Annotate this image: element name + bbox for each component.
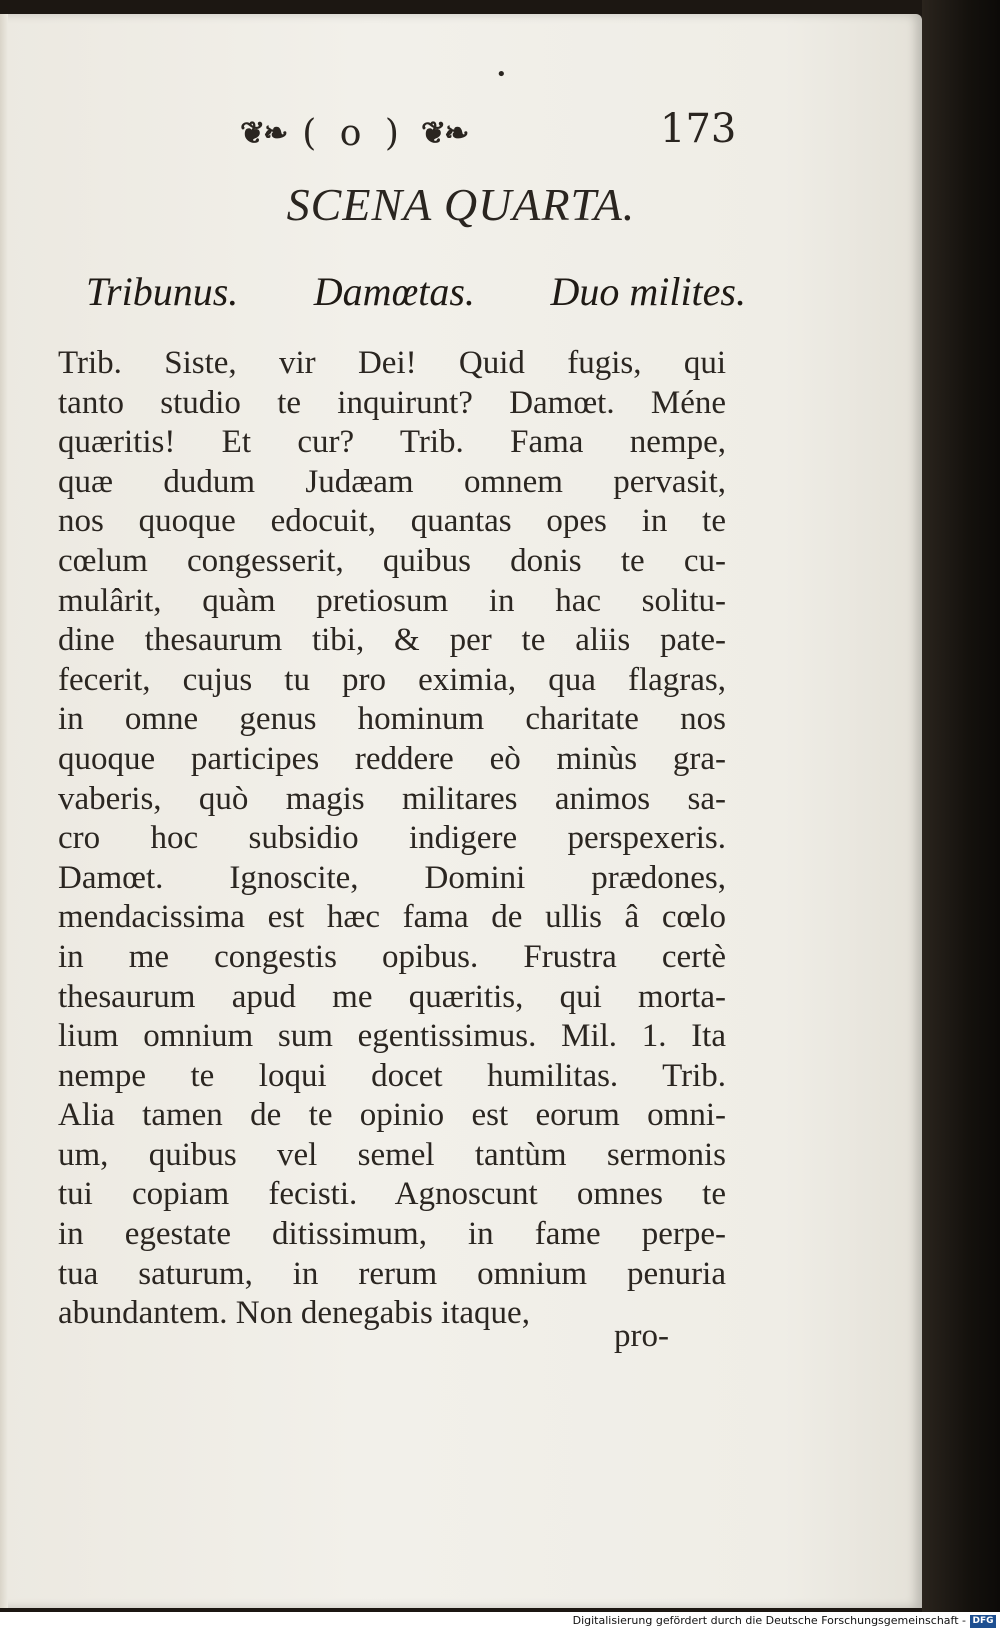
text-line: vaberis, quò magis militares animos sa- (58, 780, 726, 817)
text-line: nempe te loqui docet humilitas. Trib. (58, 1057, 726, 1094)
text-line: tua saturum, in rerum omnium penuria (58, 1255, 726, 1292)
dfg-logo-icon: DFG (970, 1615, 996, 1628)
text-line: quoque participes reddere eò minùs gra- (58, 740, 726, 777)
cast-tribunus: Tribunus. (86, 269, 239, 314)
text-line: cro hoc subsidio indigere perspexeris. (58, 820, 726, 857)
scene-title: SCENA QUARTA. (286, 179, 636, 230)
page-gutter (0, 14, 8, 1608)
ornament-right-icon: ❦❧ (420, 115, 468, 151)
text-line: fecerit, cujus tu pro eximia, qua flagras, (58, 661, 726, 698)
text-line: dine thesaurum tibi, & per te aliis pate- (58, 622, 726, 659)
text-line: nos quoque edocuit, quantas opes in te (58, 503, 726, 540)
text-line: abundantem. Non denegabis itaque, (58, 1295, 530, 1332)
text-line: quæ dudum Judæam omnem pervasit, (58, 463, 726, 500)
ornament-left-icon: ❦❧ (240, 115, 287, 151)
cast-list (86, 268, 746, 315)
text-line: tanto studio te inquirunt? Damœt. Méne (58, 384, 726, 421)
header-mark: ( o ) (302, 112, 405, 154)
body-text (58, 344, 726, 1334)
text-line: quæritis! Et cur? Trib. Fama nempe, (58, 424, 726, 461)
running-header (240, 108, 467, 158)
page-number: 173 (660, 106, 737, 152)
text-line: Trib. Siste, vir Dei! Quid fugis, qui (58, 345, 726, 381)
footer-credit: Digitalisierung gefördert durch die Deutsche Forschungsgemeinschaft - (572, 1614, 966, 1627)
text-line: mulârit, quàm pretiosum in hac solitu- (58, 582, 726, 619)
cast-damoetas: Damœtas. (313, 269, 475, 314)
text-line: um, quibus vel semel tantùm sermonis (58, 1136, 726, 1173)
text-line: in omne genus hominum charitate nos (58, 701, 726, 738)
text-line: mendacissima est hæc fama de ullis â cœlo (58, 899, 726, 936)
catchword: pro- (614, 1318, 669, 1354)
text-line: tui copiam fecisti. Agnoscunt omnes te (58, 1176, 726, 1213)
text-line: cœlum congesserit, quibus donis te cu- (58, 542, 726, 579)
speck-mark: • (496, 64, 507, 85)
text-line: Alia tamen de te opinio est eorum omni- (58, 1097, 726, 1134)
text-line: lium omnium sum egentissimus. Mil. 1. Ita (58, 1018, 726, 1055)
cast-milites: Duo milites. (550, 269, 746, 314)
text-line: thesaurum apud me quæritis, qui morta- (58, 978, 726, 1015)
text-line: Damœt. Ignoscite, Domini prædones, (58, 859, 726, 896)
text-line: in egestate ditissimum, in fame perpe- (58, 1216, 726, 1253)
text-line: in me congestis opibus. Frustra certè (58, 938, 726, 975)
footer-bar (0, 1612, 1000, 1632)
book-edge (922, 0, 1000, 1612)
